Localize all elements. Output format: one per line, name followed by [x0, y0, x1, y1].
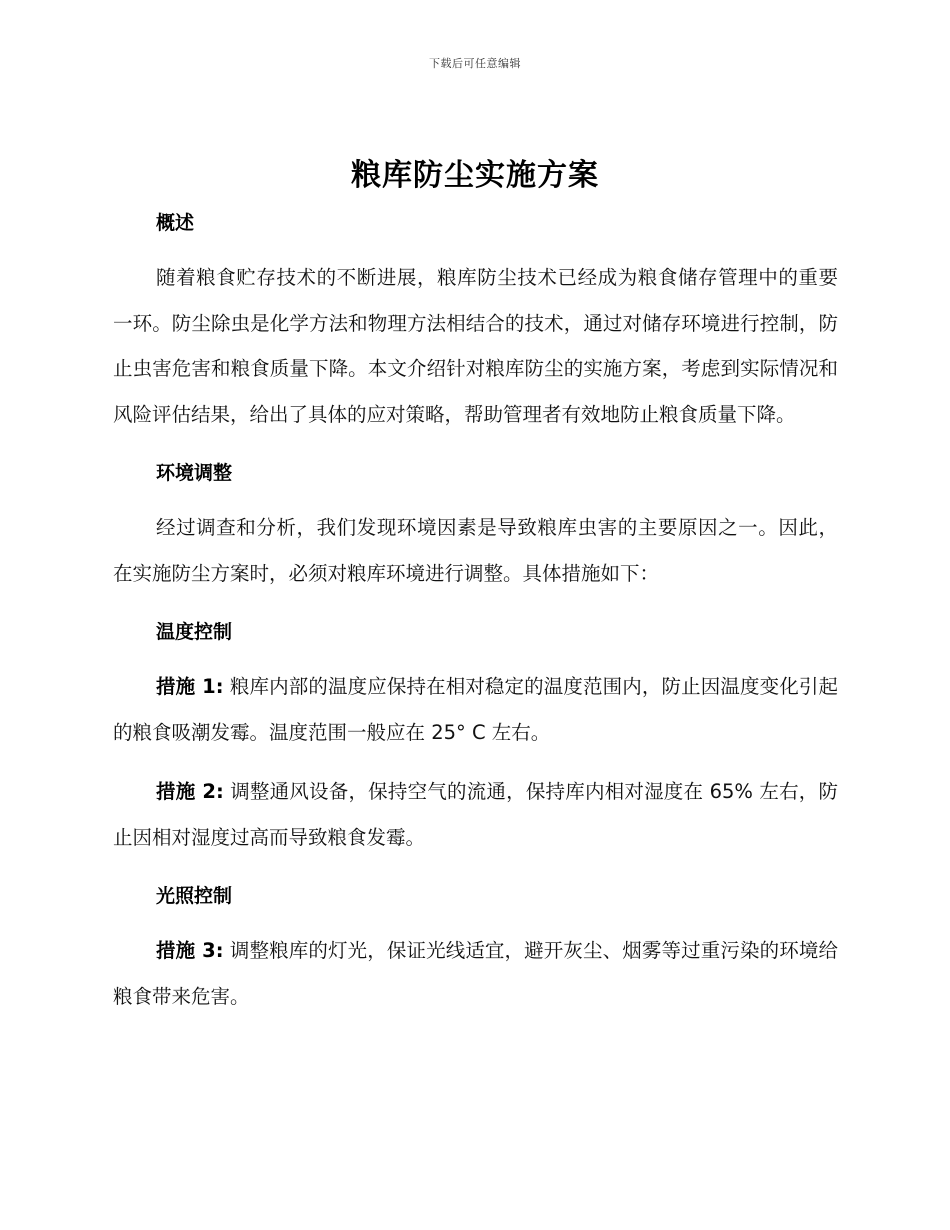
- measure-1-text: 粮库内部的温度应保持在相对稳定的温度范围内，防止因温度变化引起的粮食吸潮发霉。温度范围一般应在 25° C 左右。: [113, 675, 839, 744]
- overview-paragraph: 随着粮食贮存技术的不断进展，粮库防尘技术已经成为粮食储存管理中的重要一环。防尘除虫是化学方法和物理方法相结合的技术，通过对储存环境进行控制，防止虫害危害和粮食质量下降。本文介绍针对粮库防尘的实施方案，考虑到实际情况和风险评估结果，给出了具体的应对策略，帮助管理者有效地防止粮食质量下降。: [113, 266, 838, 426]
- measure-3-paragraph: [113, 928, 838, 1019]
- measure-3-text: 调整粮库的灯光，保证光线适宜，避开灰尘、烟雾等过重污染的环境给粮食带来危害。: [113, 939, 839, 1008]
- measure-2-paragraph: [113, 769, 838, 860]
- measure-3-label: 措施 3:: [156, 939, 224, 962]
- page-header-note: 下载后可任意编辑: [429, 57, 521, 70]
- section-heading-temperature: 温度控制: [156, 621, 233, 643]
- measure-1-label: 措施 1:: [156, 675, 224, 698]
- measure-1-paragraph: [113, 664, 838, 755]
- section-heading-environment: 环境调整: [156, 462, 233, 484]
- environment-paragraph: 经过调查和分析，我们发现环境因素是导致粮库虫害的主要原因之一。因此，在实施防尘方案时，必须对粮库环境进行调整。具体措施如下：: [113, 516, 838, 585]
- section-heading-overview: 概述: [156, 212, 195, 234]
- document-body: [113, 205, 838, 1019]
- document-title: 粮库防尘实施方案: [351, 158, 599, 193]
- measure-2-label: 措施 2:: [156, 780, 224, 803]
- section-heading-lighting: 光照控制: [156, 885, 233, 907]
- measure-2-text: 调整通风设备，保持空气的流通，保持库内相对湿度在 65% 左右，防止因相对湿度过高而导致粮食发霉。: [113, 780, 838, 849]
